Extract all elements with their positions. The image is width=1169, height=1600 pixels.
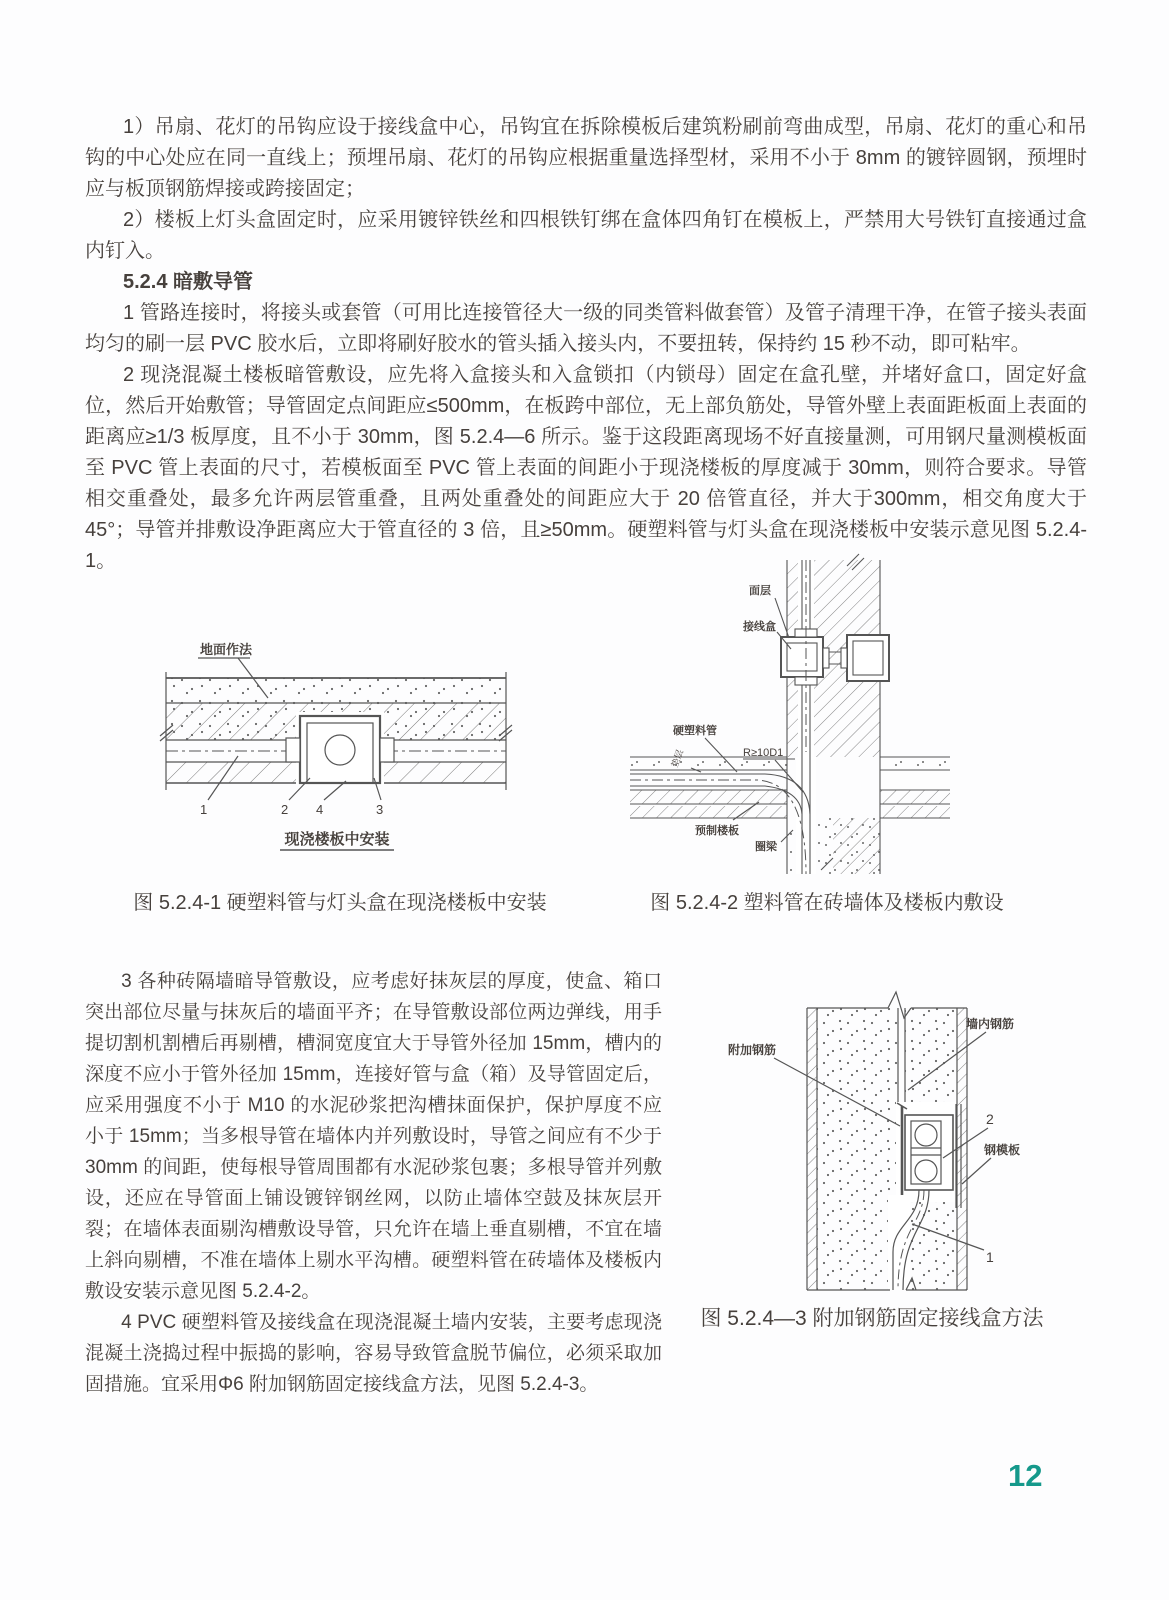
fig1-callout-4: 4 (316, 802, 324, 817)
fig3-formwork-label: 钢模板 (984, 1143, 1021, 1157)
figure-2-caption: 图 5.2.4-2 塑料管在砖墙体及楼板内敷设 (650, 892, 1004, 914)
paragraph-4: 2 现浇混凝土楼板暗管敷设，应先将入盒接头和入盒锁扣（内锁母）固定在盒孔壁，并堵好盒口，固定好盒位，然后开始敷管；导管固定点间距应≤500mm，在板跨中部位，无上部负筋处，导管外壁上表面距板面上表面的距离应≥1/3 板厚度，且不小于 30mm，图 5.2.4—6 所示。鉴于这段距离现场不好直接量测，可用钢尺量测模板面至 PVC 管上表面的尺寸，若模板面至 PVC 管上表面的间距小于现浇楼板的厚度减于 30mm，则符合要求。导管相交重叠处，最多允许两层管重叠，且两处重叠处的间距应大于 20 倍管直径，并大于300mm，相交角度大于 45°；导管并排敷设净距离应大于管直径的 3 倍，且≥50mm。硬塑料管与灯头盒在现浇楼板中安装示意见图 5.2.4-1。 (85, 364, 1087, 572)
paragraph-6: 4 PVC 硬塑料管及接线盒在现浇混凝土墙内安装，主要考虑现浇混凝土浇捣过程中振捣的影响，容易导致管盒脱节偏位，必须采取加固措施。宜采用Φ6 附加钢筋固定接线盒方法，见图 5.2.4-3。 (85, 1312, 662, 1395)
fig1-callout-1: 1 (200, 802, 208, 817)
fig1-callout-3: 3 (376, 802, 384, 817)
paragraph-2: 2）楼板上灯头盒固定时，应采用镀锌铁丝和四根铁钉绑在盒体四角钉在模板上，严禁用大号铁钉直接通过盒内钉入。 (85, 209, 1087, 262)
top-text-block (85, 112, 1087, 577)
figure-3-caption: 图 5.2.4—3 附加钢筋固定接线盒方法 (700, 1307, 1044, 1330)
fig2-bend-radius-label: R≥10D1 (743, 747, 784, 759)
page-number: 12 (1008, 1458, 1043, 1493)
paragraph-5: 3 各种砖隔墙暗导管敷设，应考虑好抹灰层的厚度，使盒、箱口突出部位尽量与抹灰后的墙面平齐；在导管敷设部位两边弹线，用手提切割机割槽后再剔槽，槽洞宽度宜大于导管外径加 15mm，槽内的深度不应小于管外径加 15mm，连接好管与盒（箱）及导管固定后，应采用强度不小于 M10 的水泥砂浆把沟槽抹面保护，保护厚度不应小于 15mm；当多根导管在墙体内并列敷设时，导管之间应有不少于 30mm 的间距，使每根导管周围都有水泥砂浆包裹；多根导管并列敷设，还应在导管面上铺设镀锌钢丝网，以防止墙体空鼓及抹灰层开裂；在墙体表面剔沟槽敷设导管，只允许在墙上垂直剔槽，不宜在墙上斜向剔槽，不准在墙体上剔水平沟槽。硬塑料管在砖墙体及楼板内敷设安装示意见图 5.2.4-2。 (85, 971, 662, 1302)
paragraph-3: 1 管路连接时，将接头或套管（可用比连接管径大一级的同类管料做套管）及管子清理干净，在管子接头表面均匀的刷一层 PVC 胶水后，立即将刷好胶水的管头插入接头内，不要扭转，保持约 15 秒不动，即可粘牢。 (85, 302, 1087, 355)
fig2-cushion-label: 垫层 (669, 748, 686, 769)
section-heading: 5.2.4 暗敷导管 (123, 271, 254, 293)
figure-3-drawing (700, 978, 1070, 1298)
fig3-added-rebar-label: 附加钢筋 (728, 1043, 777, 1057)
fig2-precast-slab-label: 预制楼板 (695, 825, 739, 837)
fig1-callout-2: 2 (281, 802, 289, 817)
fig3-callout-1: 1 (986, 1249, 994, 1265)
figure-2 (625, 552, 955, 887)
lower-text-block (85, 966, 662, 1400)
figure-2-drawing (625, 552, 955, 882)
paragraph-1: 1）吊扇、花灯的吊钩应设于接线盒中心，吊钩宜在拆除模板后建筑粉刷前弯曲成型，吊扇、花灯的重心和吊钩的中心处应在同一直线上；预埋吊扇、花灯的吊钩应根据重量选择型材，采用不小于 8mm 的镀锌圆钢，预埋时应与板顶钢筋焊接或跨接固定； (85, 116, 1087, 200)
fig2-surface-label: 面层 (749, 585, 771, 597)
figure-1-caption: 图 5.2.4-1 硬塑料管与灯头盒在现浇楼板中安装 (133, 892, 547, 914)
fig2-ring-beam-label: 圈梁 (755, 841, 777, 853)
fig3-callout-2: 2 (986, 1111, 994, 1127)
figure-1 (150, 628, 570, 868)
fig1-floor-finish-label: 地面作法 (200, 642, 253, 657)
fig3-wall-rebar-label: 墙内钢筋 (966, 1017, 1015, 1031)
figure-1-drawing (150, 628, 570, 863)
fig1-sub-caption: 现浇楼板中安装 (284, 831, 390, 848)
figure-3 (700, 978, 1070, 1303)
fig2-junction-box-label: 接线盒 (743, 621, 776, 633)
fig2-pipe-label: 硬塑料管 (673, 725, 717, 737)
